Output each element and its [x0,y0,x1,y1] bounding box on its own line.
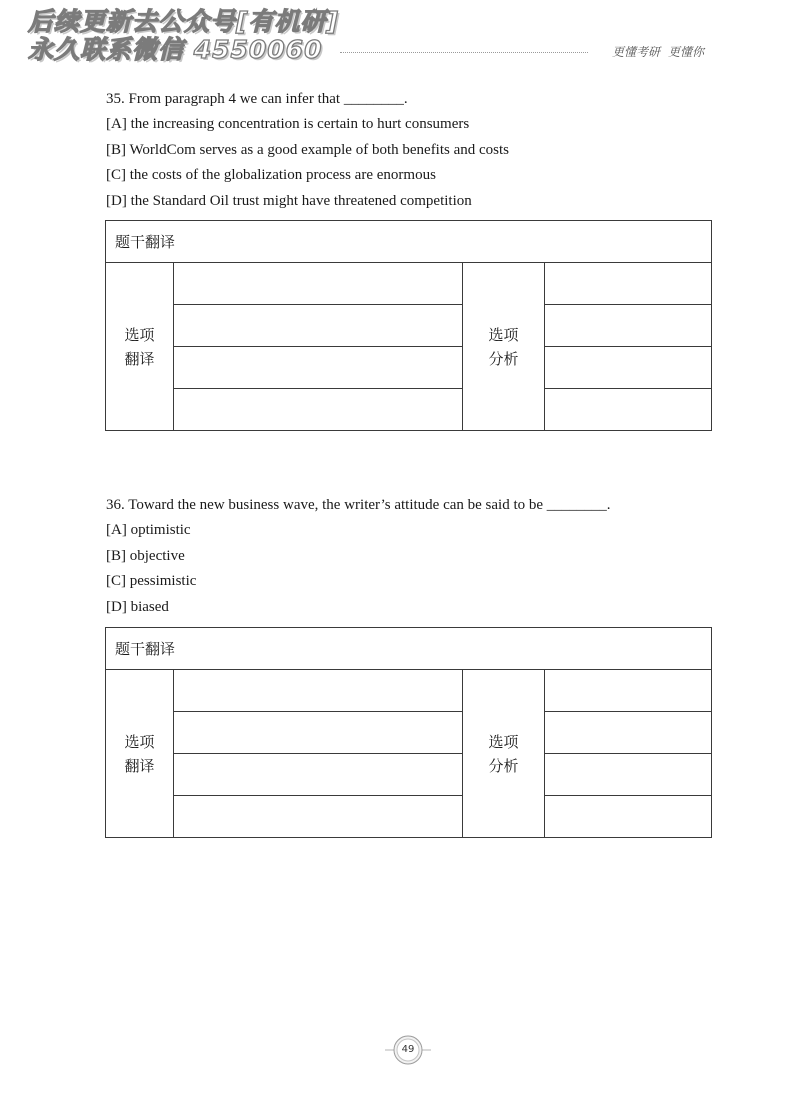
analysis-field-c[interactable] [545,754,712,796]
question-stem: 36. Toward the new business wave, the writer’s attitude can be said to be ________. [106,497,611,513]
translation-field-c[interactable] [174,347,463,389]
analysis-field-b[interactable] [545,305,712,347]
translation-field-a[interactable] [174,670,463,712]
option-d: [D] the Standard Oil trust might have threatened competition [106,192,472,209]
analysis-field-a[interactable] [545,263,712,305]
option-c: [C] the costs of the globalization process are enormous [106,167,436,184]
option-analysis-label-line-2: 分析 [488,349,519,368]
option-analysis-label [463,670,545,838]
option-b: [B] objective [106,547,185,564]
option-translation-label-line-2: 翻译 [124,349,155,368]
translation-field-d[interactable] [174,796,463,838]
analysis-field-b[interactable] [545,712,712,754]
translation-field-b[interactable] [174,305,463,347]
translation-field-b[interactable] [174,712,463,754]
analysis-field-d[interactable] [545,796,712,838]
watermark-line-1: 后续更新去公众号[有机研] [28,7,339,36]
option-a: [A] the increasing concentration is certain to hurt consumers [106,116,470,133]
option-translation-label-line-1: 选项 [124,325,155,344]
header-slogan [612,43,704,60]
translation-field-a[interactable] [174,263,463,305]
option-translation-label [106,263,174,431]
answer-table-36 [105,627,712,838]
stem-translation-label: 题干翻译 [106,221,712,263]
option-c: [C] pessimistic [106,573,197,590]
analysis-field-c[interactable] [545,347,712,389]
option-analysis-label [463,263,545,431]
option-analysis-label-line-2: 分析 [488,756,519,775]
option-translation-label [106,670,174,838]
option-b: [B] WorldCom serves as a good example of both benefits and costs [106,141,510,158]
slogan-part-2: 更懂你 [668,45,705,59]
option-a: [A] optimistic [106,522,191,539]
page-header [0,0,800,80]
watermark-line-2: 永久联系微信 4550060 [28,35,323,64]
analysis-field-d[interactable] [545,389,712,431]
page-number-badge [383,1033,433,1067]
header-divider [340,52,588,53]
stem-translation-label: 题干翻译 [106,628,712,670]
analysis-field-a[interactable] [545,670,712,712]
option-d: [D] biased [106,598,169,615]
page-number: 49 [401,1044,415,1055]
option-translation-label-line-1: 选项 [124,732,155,751]
question-stem: 35. From paragraph 4 we can infer that ________. [106,91,408,107]
slogan-part-1: 更懂考研 [612,45,661,59]
answer-table-35 [105,220,712,431]
option-translation-label-line-2: 翻译 [124,756,155,775]
option-analysis-label-line-1: 选项 [488,325,519,344]
question-36 [106,493,711,620]
question-35 [106,87,711,214]
option-analysis-label-line-1: 选项 [488,732,519,751]
translation-field-c[interactable] [174,754,463,796]
translation-field-d[interactable] [174,389,463,431]
